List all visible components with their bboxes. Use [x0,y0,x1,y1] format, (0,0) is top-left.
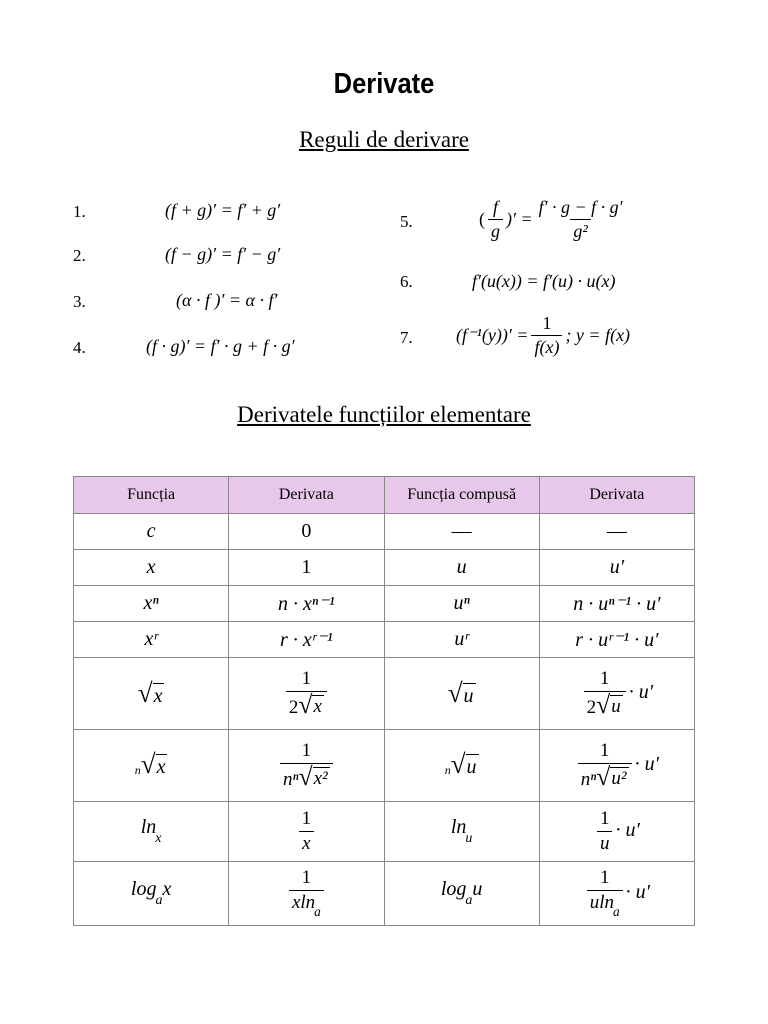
cell [74,730,229,802]
numerator: 1 [599,740,610,762]
numerator: 1 [599,808,610,830]
fraction [597,807,613,856]
cell [229,802,384,862]
multiplier: · u′ [634,753,659,776]
radicand: x [313,695,322,717]
rule-number-1: 1. [73,202,86,221]
cell: — [539,514,694,550]
subscript: a [465,893,473,909]
subscript: a [314,904,321,920]
cell [74,862,229,926]
argument: x [162,877,172,900]
fraction [289,866,324,921]
fraction [578,739,632,792]
denominator [280,763,333,792]
root-index: n [444,763,451,777]
radicand: u [463,684,474,707]
fraction [587,866,623,921]
cell [384,730,539,802]
cell: — [384,514,539,550]
cell: 0 [229,514,384,550]
rule-number-6: 6. [400,272,413,291]
fraction [488,196,503,242]
radicand: u [611,695,621,717]
subscript: a [155,893,163,909]
left-side: (f⁻¹(y))′ = [456,324,529,345]
radicand: x² [313,767,328,789]
rule-number-7: 7. [400,328,413,347]
cell [74,658,229,730]
denominator-text: uln [589,891,614,913]
derivatives-table [73,476,695,926]
denominator [286,691,327,720]
table-row [74,586,695,622]
subscript: a [613,904,620,920]
cell: n · xⁿ⁻¹ [229,586,384,622]
right-side: ; y = f(x) [565,324,631,345]
sqrt: √ x [298,690,322,719]
sqrt: √ x [137,677,163,708]
fraction [280,739,333,792]
fraction [531,312,562,358]
multiplier: · u′ [615,819,640,842]
sqrt: √ u [596,690,621,719]
argument: u [472,877,483,900]
rule-number-5: 5. [400,212,413,231]
subscript: u [465,831,473,847]
header-derivative: Derivata [229,477,384,514]
multiplier: · u′ [628,681,654,704]
cell [539,862,694,926]
coefficient: 2 [288,697,299,718]
cell [229,862,384,926]
cell [384,658,539,730]
ln-label: ln [140,815,157,838]
coefficient: 2 [586,697,597,718]
table-header-row [74,477,695,514]
table-row [74,622,695,658]
rule-constant: (α · f )′ = α · f′ [176,290,278,310]
numerator: f′ · g − f · g′ [538,197,623,217]
cell [229,730,384,802]
table-row [74,730,695,802]
numerator: 1 [301,808,312,830]
coefficient: nⁿ [283,769,299,790]
nth-root: n √ x [134,749,166,779]
radicand: u [466,756,477,778]
cell: n · uⁿ⁻¹ · u′ [539,586,694,622]
cell: 1 [229,550,384,586]
cell [539,802,694,862]
denominator: g [488,219,503,243]
rule-number-2: 2. [73,246,86,265]
header-function: Funcția [74,477,229,514]
log-label: log [130,877,157,900]
fraction [584,667,626,720]
nth-root: n √ u [444,749,477,779]
numerator: 1 [542,313,552,333]
radicand: x [153,684,163,707]
cell [74,802,229,862]
numerator: 1 [599,867,610,888]
numerator: 1 [599,668,610,690]
rules-heading: Reguli de derivare [299,127,469,152]
page-title: Derivate [333,68,435,100]
denominator: g² [570,219,590,243]
root-index: n [134,763,141,777]
rule-sum: (f + g)′ = f′ + g′ [165,200,281,220]
table-row [74,514,695,550]
fraction [286,667,327,720]
rule-number-3: 3. [73,292,86,311]
rule-difference: (f − g)′ = f′ − g′ [165,244,281,264]
denominator: u [597,831,613,856]
sqrt: √ u [447,677,474,708]
sqrt: √ x² [298,762,328,791]
table-row [74,550,695,586]
cell [539,730,694,802]
cell: xⁿ [74,586,229,622]
radicand: u² [611,767,627,789]
table-row [74,658,695,730]
denominator: x [299,831,313,856]
header-composite-function: Funcția compusă [384,477,539,514]
cell: r · xʳ⁻¹ [229,622,384,658]
rule-quotient [479,196,629,242]
table-row [74,802,695,862]
coefficient: nⁿ [580,769,597,790]
equals: )′ = [506,208,533,229]
paren: ( [479,208,485,229]
numerator: 1 [301,867,312,888]
rule-number-4: 4. [73,338,86,357]
rule-chain: f′(u(x)) = f′(u) · u(x) [472,271,616,291]
numerator: 1 [301,668,312,690]
numerator: f [492,197,498,217]
denominator [587,890,623,921]
cell [229,658,384,730]
rule-product: (f · g)′ = f′ · g + f · g′ [146,336,295,356]
cell: uⁿ [384,586,539,622]
numerator: 1 [301,740,312,762]
cell: u′ [539,550,694,586]
cell [539,658,694,730]
denominator: f(x) [531,335,562,359]
header-composite-derivative: Derivata [539,477,694,514]
functions-heading: Derivatele funcțiilor elementare [237,402,531,427]
denominator [289,890,324,921]
table-row [74,862,695,926]
cell: c [74,514,229,550]
fraction [299,807,315,856]
cell [384,862,539,926]
ln-label: ln [450,815,467,838]
subscript: x [155,831,162,847]
radicand: x [156,756,166,778]
cell: uʳ [384,622,539,658]
sqrt: √ u² [596,762,627,791]
cell: r · uʳ⁻¹ · u′ [539,622,694,658]
denominator [578,763,632,792]
cell [384,802,539,862]
fraction [536,196,626,242]
cell: x [74,550,229,586]
denominator-text: xln [291,891,316,913]
denominator [584,691,626,720]
multiplier: · u′ [625,881,651,904]
log-label: log [440,877,467,900]
rule-inverse [456,312,630,358]
cell: u [384,550,539,586]
cell: xʳ [74,622,229,658]
